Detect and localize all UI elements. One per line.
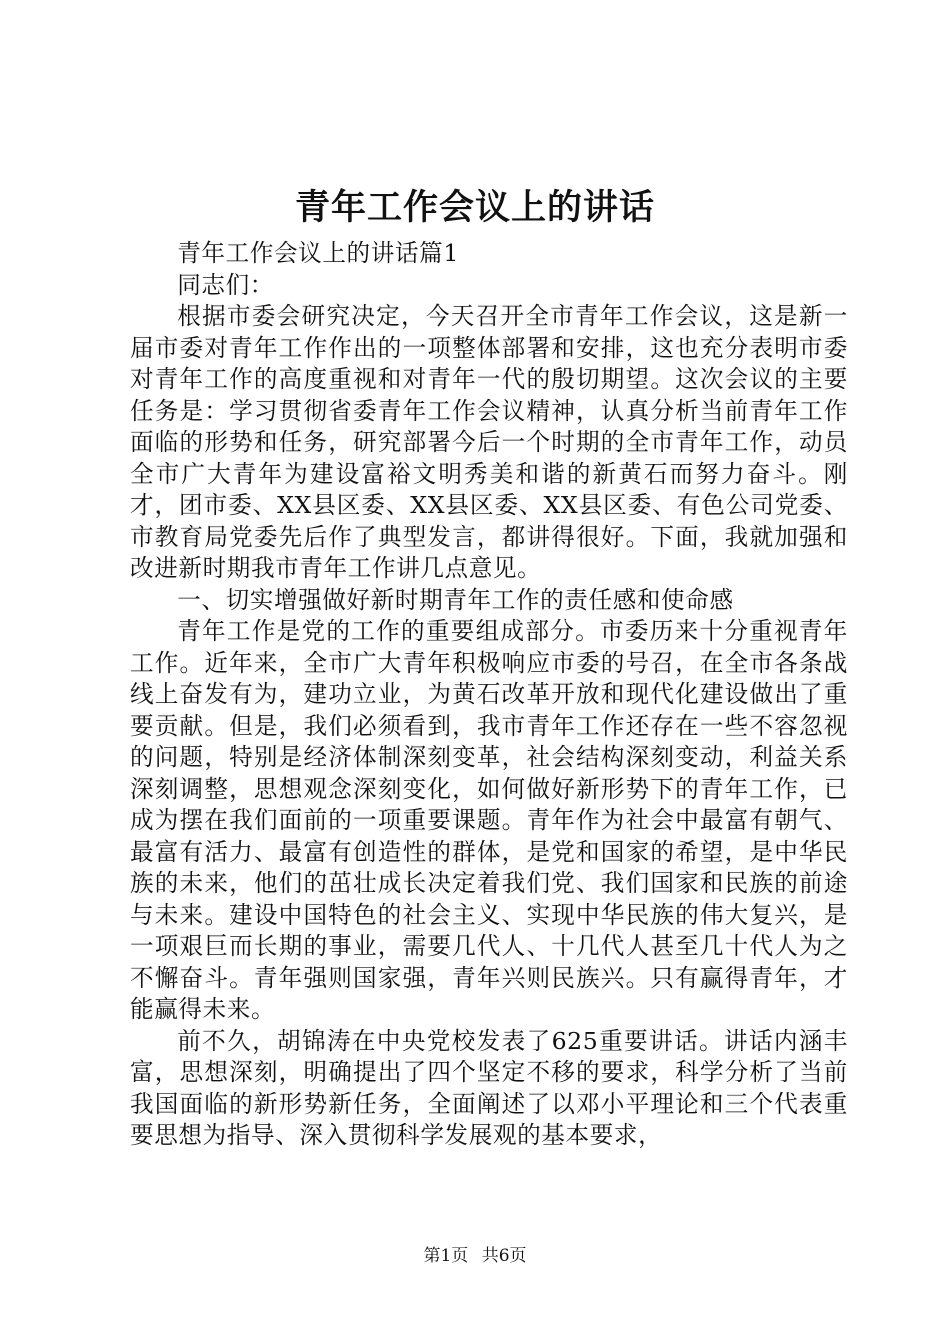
page-footer bbox=[0, 1244, 950, 1268]
paragraph: 前不久，胡锦涛在中央党校发表了625重要讲话。讲话内涵丰富，思想深刻，明确提出了四个坚定不移的要求，科学分析了当前我国面临的新形势新任务，全面阐述了以邓小平理论和三个代表重要思想为指导、深入贯彻科学发展观的基本要求， bbox=[130, 1026, 848, 1149]
page-total: 共6页 bbox=[481, 1246, 527, 1266]
paragraph: 青年工作是党的工作的重要组成部分。市委历来十分重视青年工作。近年来，全市广大青年积极响应市委的号召，在全市各条战线上奋发有为，建功立业，为黄石改革开放和现代化建设做出了重要贡献。但是，我们必须看到，我市青年工作还存在一些不容忽视的问题，特别是经济体制深刻变革，社会结构深刻变动，利益关系深刻调整，思想观念深刻变化，如何做好新形势下的青年工作，已成为摆在我们面前的一项重要课题。青年作为社会中最富有朝气、最富有活力、最富有创造性的群体，是党和国家的希望，是中华民族的未来，他们的茁壮成长决定着我们党、我们国家和民族的前途与未来。建设中国特色的社会主义、实现中华民族的伟大复兴，是一项艰巨而长期的事业，需要几代人、十几代人甚至几十代人为之不懈奋斗。青年强则国家强，青年兴则民族兴。只有赢得青年，才能赢得未来。 bbox=[130, 617, 848, 1023]
page-number: 第1页 bbox=[423, 1246, 469, 1266]
section-heading: 一、切实增强做好新时期青年工作的责任感和使命感 bbox=[177, 585, 734, 614]
document-title: 青年工作会议上的讲话 bbox=[294, 187, 655, 228]
paragraph: 根据市委会研究决定，今天召开全市青年工作会议，这是新一届市委对青年工作作出的一项整体部署和安排，这也充分表明市委对青年工作的高度重视和对青年一代的殷切期望。这次会议的主要任务是：学习贯彻省委青年工作会议精神，认真分析当前青年工作面临的形势和任务，研究部署今后一个时期的全市青年工作，动员全市广大青年为建设富裕文明秀美和谐的新黄石而努力奋斗。刚才，团市委、XX县区委、XX县区委、XX县区委、有色公司党委、市教育局党委先后作了典型发言，都讲得很好。下面，我就加强和改进新时期我市青年工作讲几点意见。 bbox=[130, 302, 848, 582]
document-body bbox=[130, 238, 848, 1152]
paragraph-salutation: 同志们： bbox=[177, 270, 274, 299]
paragraph-heading: 青年工作会议上的讲话篇1 bbox=[177, 239, 459, 267]
